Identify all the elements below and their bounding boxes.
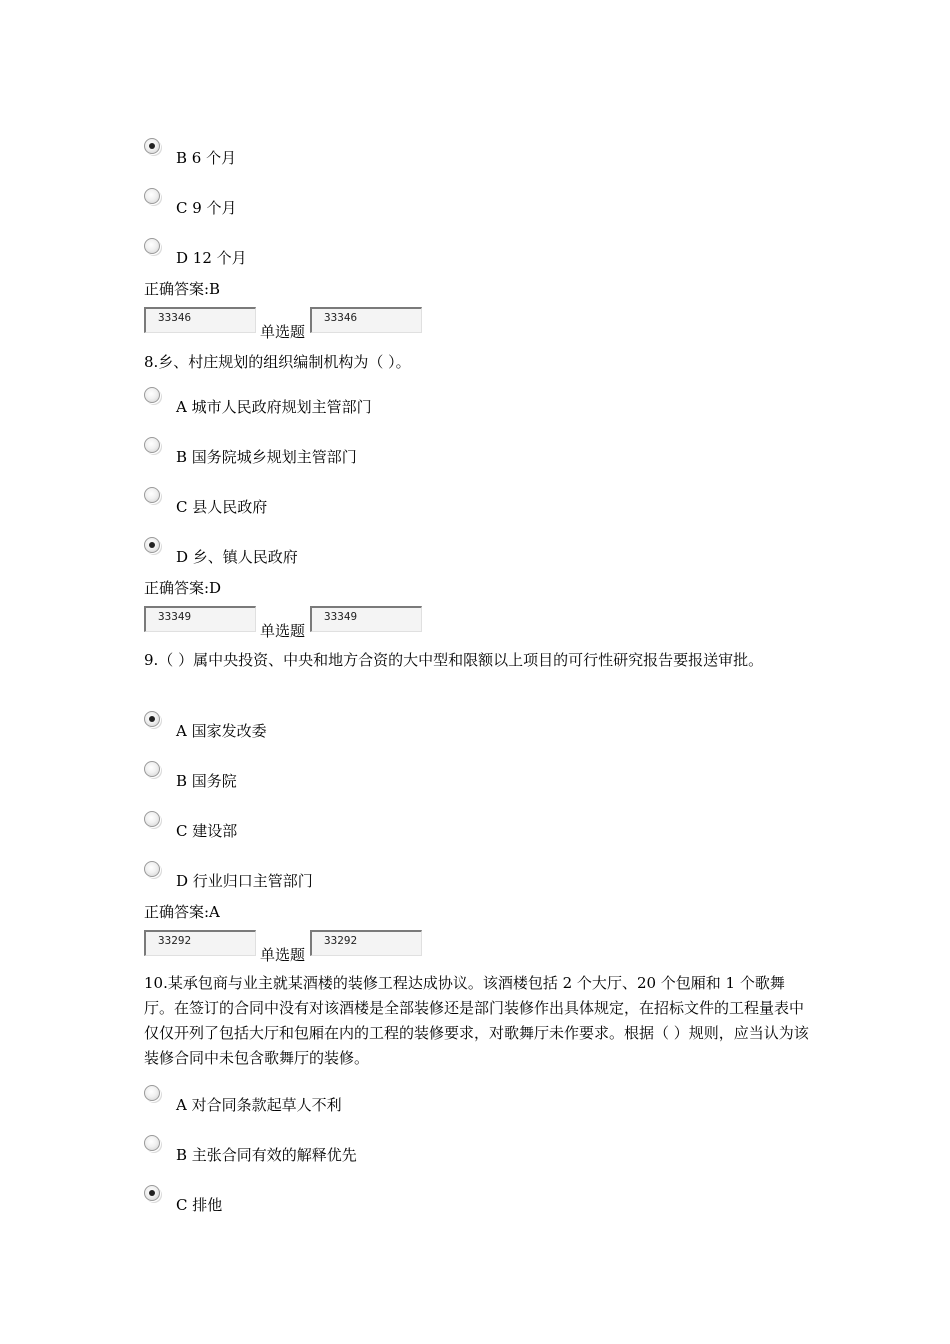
q8-correct-answer: 正确答案:D: [144, 579, 222, 597]
radio-button-icon[interactable]: [144, 487, 160, 503]
q8-question-id-field-2[interactable]: 33349: [310, 606, 422, 632]
q7-question-id-field-2[interactable]: 33346: [310, 307, 422, 333]
q7-correct-answer: 正确答案:B: [144, 280, 221, 298]
q8-question-type: 单选题: [260, 622, 306, 640]
radio-button-icon[interactable]: [144, 1085, 160, 1101]
option-label: A 城市人民政府规划主管部门: [176, 398, 372, 416]
option-label: D 行业归口主管部门: [176, 872, 313, 890]
radio-button-icon[interactable]: [144, 861, 160, 877]
radio-button-checked-icon[interactable]: [144, 711, 160, 727]
radio-button-checked-icon[interactable]: [144, 1185, 160, 1201]
q8-question-id-field[interactable]: 33349: [144, 606, 256, 632]
q7-question-id-field[interactable]: 33346: [144, 307, 256, 333]
option-label: A 国家发改委: [176, 722, 267, 740]
option-label: C 排他: [176, 1196, 223, 1214]
q10-question-text: 10.某承包商与业主就某酒楼的装修工程达成协议。该酒楼包括 2 个大厅、20 个包厢和 1 个歌舞厅。在签订的合同中没有对该酒楼是全部装修还是部门装修作出具体规定，在招标文件的工程量表中仅仅开列了包括大厅和包厢在内的工程的装修要求，对歌舞厅未作要求。根据（ ）规则，应当认为该装修合同中未包含歌舞厅的装修。: [144, 974, 809, 1067]
radio-button-icon[interactable]: [144, 811, 160, 827]
q8-question-text: 8.乡、村庄规划的组织编制机构为（ ）。: [144, 353, 411, 371]
q9-correct-answer: 正确答案:A: [144, 903, 220, 921]
q9-question-id-field-2[interactable]: 33292: [310, 930, 422, 956]
q7-question-type: 单选题: [260, 323, 306, 341]
radio-button-icon[interactable]: [144, 1135, 160, 1151]
radio-button-icon[interactable]: [144, 238, 160, 254]
radio-button-icon[interactable]: [144, 387, 160, 403]
option-label: A 对合同条款起草人不利: [176, 1096, 342, 1114]
option-label: D 12 个月: [176, 249, 247, 267]
option-label: C 9 个月: [176, 199, 237, 217]
option-label: C 建设部: [176, 822, 238, 840]
radio-button-icon[interactable]: [144, 437, 160, 453]
q9-question-type: 单选题: [260, 946, 306, 964]
radio-button-icon[interactable]: [144, 188, 160, 204]
option-label: B 国务院城乡规划主管部门: [176, 448, 357, 466]
radio-button-checked-icon[interactable]: [144, 138, 160, 154]
option-label: B 6 个月: [176, 149, 237, 167]
option-label: B 主张合同有效的解释优先: [176, 1146, 357, 1164]
radio-button-icon[interactable]: [144, 761, 160, 777]
radio-button-checked-icon[interactable]: [144, 537, 160, 553]
q9-question-text: 9.（ ）属中央投资、中央和地方合资的大中型和限额以上项目的可行性研究报告要报送审批。: [144, 651, 764, 669]
option-label: C 县人民政府: [176, 498, 268, 516]
q9-question-id-field[interactable]: 33292: [144, 930, 256, 956]
option-label: B 国务院: [176, 772, 237, 790]
option-label: D 乡、镇人民政府: [176, 548, 298, 566]
